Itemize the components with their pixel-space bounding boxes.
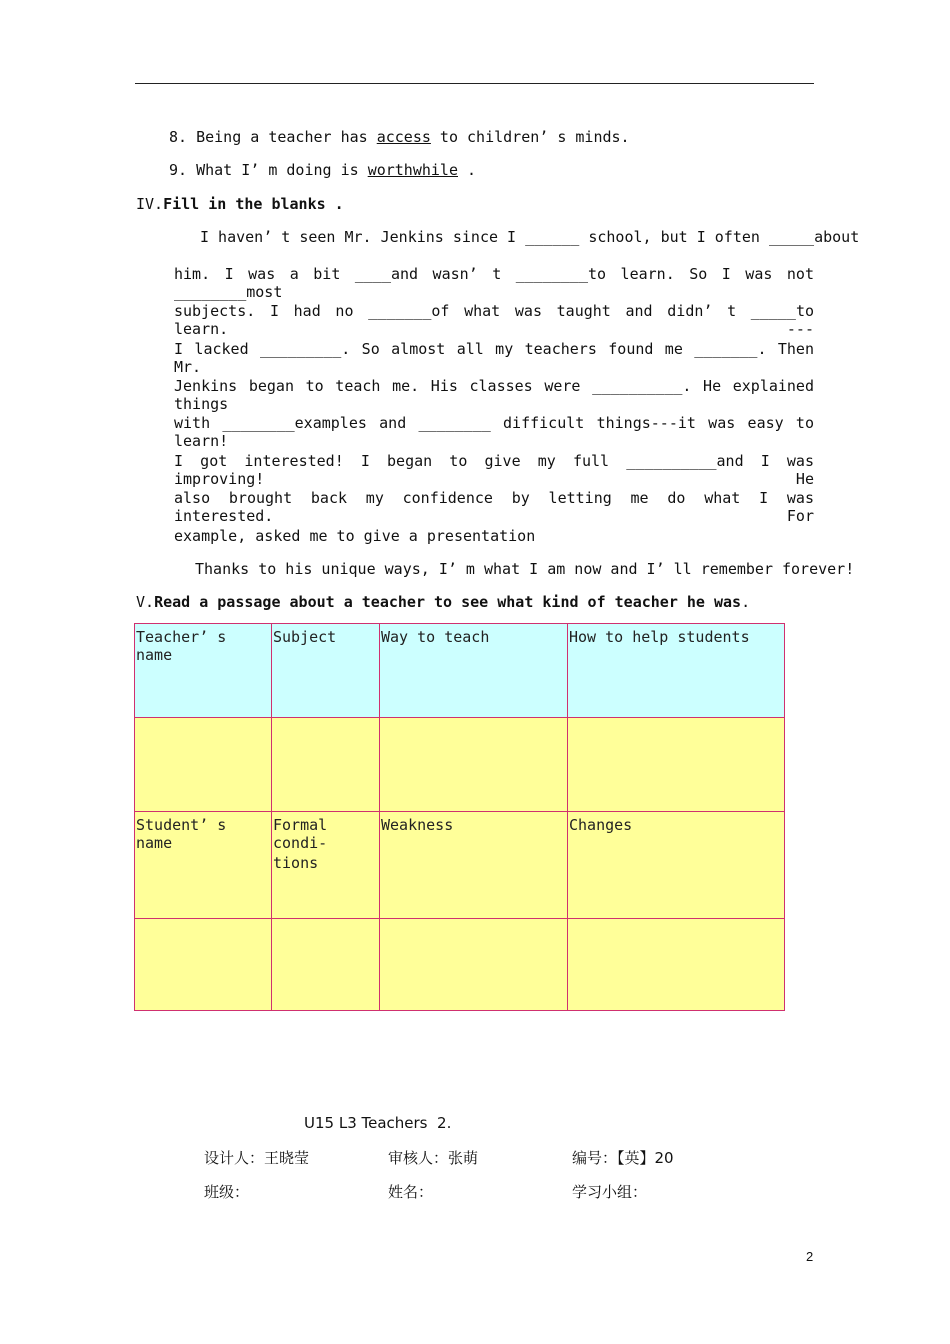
passage-line: subjects. I had no _______of what was taught and didn’ t _____to learn. ---	[174, 302, 814, 338]
table-header-cell: Changes	[568, 812, 785, 919]
section-title: Fill in the blanks .	[163, 195, 344, 213]
table-header-cell: How to help students	[568, 624, 785, 718]
section-iv-heading	[136, 195, 344, 213]
class-field: 班级：	[204, 1183, 250, 1201]
table-cell-blank[interactable]	[272, 919, 380, 1011]
group-field: 学习小组：	[572, 1183, 648, 1201]
underlined-word: access	[376, 128, 431, 146]
table-header-cell: Formal condi- tions	[272, 812, 380, 919]
passage-line: I lacked _________. So almost all my teachers found me _______. Then Mr.	[174, 340, 814, 376]
item-number: 8.	[169, 128, 188, 146]
table-header-cell: Teacher’ s name	[135, 624, 272, 718]
table-cell-blank[interactable]	[380, 718, 568, 812]
table-header-cell: Student’ s name	[135, 812, 272, 919]
table-row	[135, 919, 785, 1011]
sentence-item-8	[169, 128, 630, 146]
section-number: V.	[136, 593, 155, 611]
underlined-word: worthwhile	[367, 161, 458, 179]
section-v-heading: V.Read a passage about a teacher to see what kind of teacher he was.	[136, 593, 751, 611]
sentence-item-9	[169, 161, 476, 179]
number-field: 编号：【英】20	[572, 1149, 674, 1167]
table-header-cell: Subject	[272, 624, 380, 718]
section-number: IV.	[136, 195, 164, 213]
passage-line: also brought back my confidence by letting me do what I was interested. For	[174, 489, 814, 525]
page-number: 2	[806, 1249, 814, 1264]
header-rule	[135, 83, 814, 84]
sentence-text: .	[458, 161, 477, 179]
reviewer-field: 审核人：张萌	[388, 1149, 479, 1167]
name-field: 姓名：	[388, 1183, 434, 1201]
passage-line: example, asked me to give a presentation	[174, 527, 536, 545]
table-cell-blank[interactable]	[272, 718, 380, 812]
passage-line: him. I was a bit ____and wasn’ t ________to learn. So I was not ________most	[174, 265, 814, 301]
sentence-text: to children’ s minds.	[430, 128, 630, 146]
table-header-cell: Weakness	[380, 812, 568, 919]
table-cell-blank[interactable]	[568, 919, 785, 1011]
table-row	[135, 812, 785, 919]
passage-line: I got interested! I began to give my full __________and I was improving! He	[174, 452, 814, 488]
section-title: Read a passage about a teacher to see what kind of teacher he was	[154, 593, 742, 611]
table-cell-blank[interactable]	[380, 919, 568, 1011]
table-header-cell: Way to teach	[380, 624, 568, 718]
sentence-text: What I’ m doing is	[196, 161, 368, 179]
designer-field: 设计人：王晓莹	[204, 1149, 310, 1167]
table-row	[135, 718, 785, 812]
sentence-text: Being a teacher has	[196, 128, 377, 146]
passage-line: I haven’ t seen Mr. Jenkins since I ______ school, but I often _____about	[200, 228, 860, 246]
table-cell-blank[interactable]	[135, 718, 272, 812]
table-row	[135, 624, 785, 718]
passage-closing: Thanks to his unique ways, I’ m what I am now and I’ ll remember forever!	[195, 560, 855, 578]
item-number: 9.	[169, 161, 188, 179]
passage-line: Jenkins began to teach me. His classes were __________. He explained things	[174, 377, 814, 413]
teacher-student-table	[134, 623, 785, 1011]
table-cell-blank[interactable]	[568, 718, 785, 812]
lesson-title: U15 L3 Teachers 2.	[304, 1114, 452, 1132]
table-cell-blank[interactable]	[135, 919, 272, 1011]
passage-line: with ________examples and ________ difficult things---it was easy to learn!	[174, 414, 814, 450]
